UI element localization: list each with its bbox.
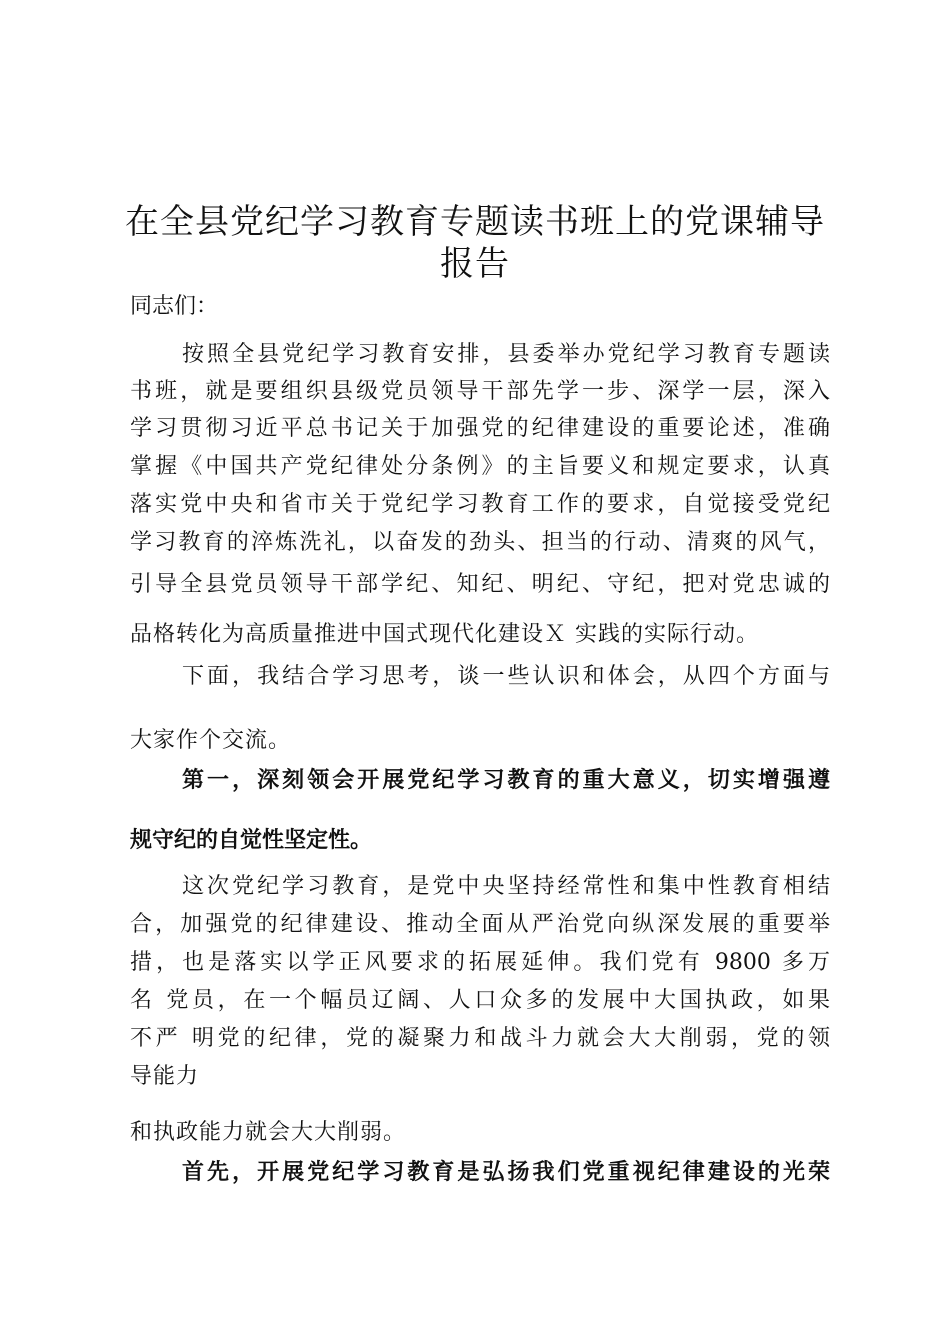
section-heading-line: 第一，深刻领会开展党纪学习教育的重大意义，切实增强遵 [182,768,830,793]
paragraph-line: 这次党纪学习教育，是党中央坚持经常性和集中性教育相结 [182,874,830,899]
paragraph-line: 名 党员，在一个幅员辽阔、人口众多的发展中大国执政，如果 [130,988,830,1013]
paragraph-line: 掌握《中国共产党纪律处分条例》的主旨要义和规定要求，认真 [130,454,830,479]
paragraph-line: 措，也是落实以学正风要求的拓展延伸。我们党有 9800 多万 [130,950,830,975]
paragraph-line: 学习贯彻习近平总书记关于加强党的纪律建设的重要论述，准确 [130,416,830,441]
section-heading-line: 规守纪的自觉性坚定性。 [130,828,373,853]
paragraph-line: 大家作个交流。 [130,728,292,753]
salutation: 同志们： [130,294,219,319]
document-title-line-1: 在全县党纪学习教育专题读书班上的党课辅导 [125,202,825,242]
paragraph-line: 按照全县党纪学习教育安排，县委举办党纪学习教育专题读 [182,342,830,367]
paragraph-line: 品格转化为高质量推进中国式现代化建设Ｘ 实践的实际行动。 [130,622,759,647]
paragraph-line: 和执政能力就会大大削弱。 [130,1120,407,1145]
paragraph-line: 导能力 [130,1064,200,1089]
section-heading-line: 首先，开展党纪学习教育是弘扬我们党重视纪律建设的光荣 [182,1160,830,1185]
paragraph-line: 学习教育的淬炼洗礼，以奋发的劲头、担当的行动、清爽的风气， [130,530,830,555]
paragraph-line: 合，加强党的纪律建设、推动全面从严治党向纵深发展的重要举 [130,912,830,937]
paragraph-line: 落实党中央和省市关于党纪学习教育工作的要求，自觉接受党纪 [130,492,830,517]
paragraph-line: 下面，我结合学习思考，谈一些认识和体会，从四个方面与 [182,664,830,689]
paragraph-line: 不严 明党的纪律，党的凝聚力和战斗力就会大大削弱，党的领 [130,1026,830,1051]
paragraph-line: 书班，就是要组织县级党员领导干部先学一步、深学一层，深入 [130,379,830,404]
paragraph-line: 引导全县党员领导干部学纪、知纪、明纪、守纪，把对党忠诚的 [130,572,830,597]
document-title-line-2: 报告 [440,244,510,284]
